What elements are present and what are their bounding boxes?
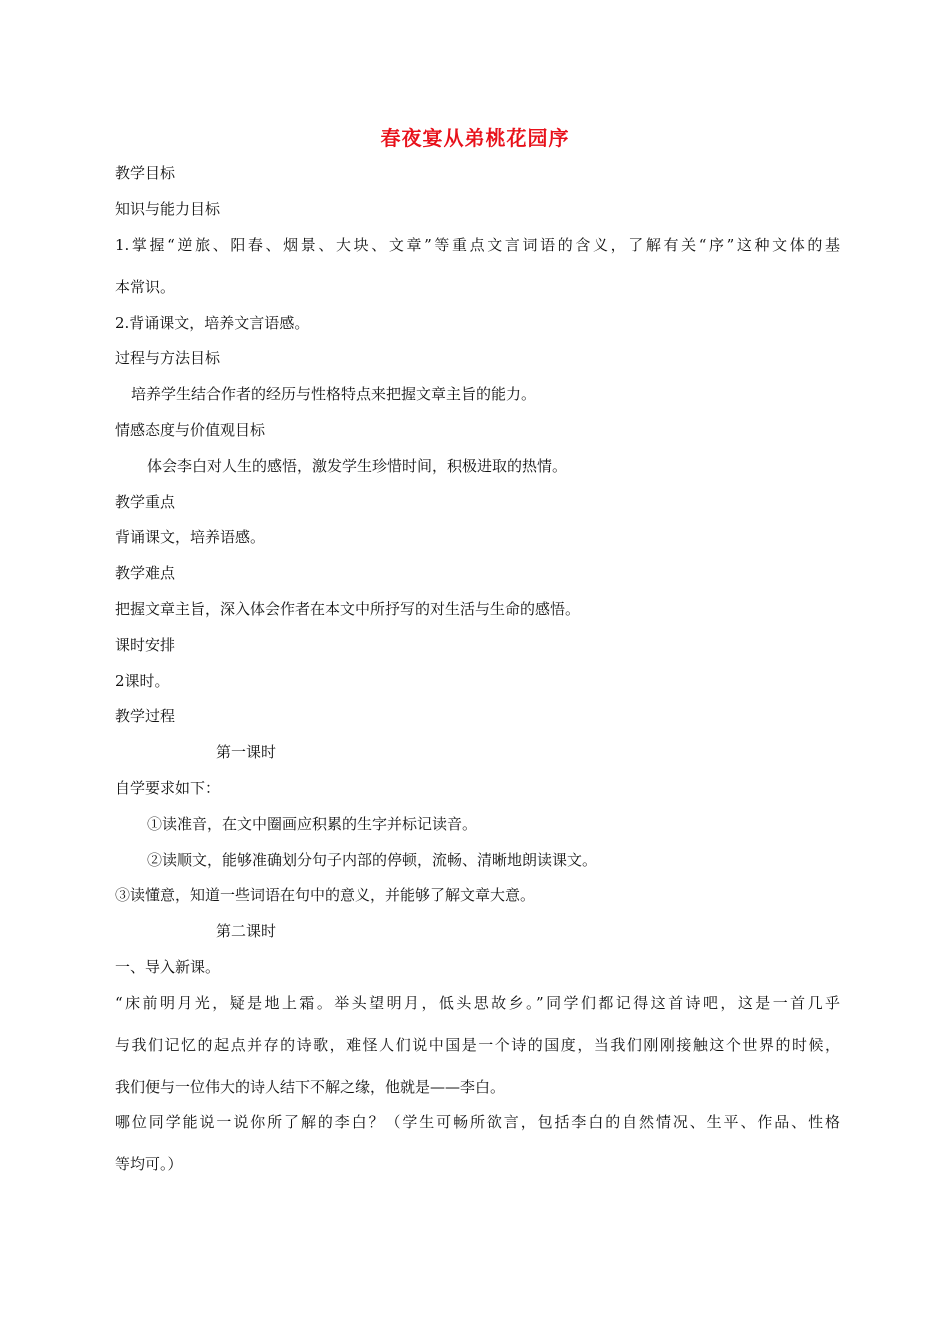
heading-lesson-one: 第一课时 — [216, 743, 277, 761]
heading-emotion-goals: 情感态度与价值观目标 — [115, 421, 266, 439]
paragraph-line: 我们便与一位伟大的诗人结下不解之缘，他就是——李白。 — [115, 1078, 506, 1096]
paragraph-line: “床前明月光，疑是地上霜。举头望明月，低头思故乡。”同学们都记得这首诗吧，这是一首几乎 — [115, 994, 840, 1012]
paragraph-line: 背诵课文，培养语感。 — [115, 528, 266, 546]
paragraph-line: 培养学生结合作者的经历与性格特点来把握文章主旨的能力。 — [131, 385, 537, 403]
heading-lesson-two: 第二课时 — [216, 922, 277, 940]
paragraph-line: 体会李白对人生的感悟，激发学生珍惜时间，积极进取的热情。 — [147, 457, 568, 475]
paragraph-line: 哪位同学能说一说你所了解的李白？（学生可畅所欲言，包括李白的自然情况、生平、作品、性格 — [115, 1113, 840, 1131]
paragraph-line: 1.掌握“逆旅、阳春、烟景、大块、文章”等重点文言词语的含义，了解有关“序”这种文体的基 — [115, 236, 840, 254]
paragraph-line: 自学要求如下： — [115, 779, 221, 797]
paragraph-line: 2课时。 — [115, 672, 170, 690]
heading-process-goals: 过程与方法目标 — [115, 349, 221, 367]
list-item: ③读懂意，知道一些词语在句中的意义，并能够了解文章大意。 — [115, 886, 536, 904]
paragraph-line: 2.背诵课文，培养文言语感。 — [115, 314, 310, 332]
list-item: ①读准音，在文中圈画应积累的生字并标记读音。 — [147, 815, 478, 833]
heading-teaching-goals: 教学目标 — [115, 164, 176, 182]
heading-difficulties: 教学难点 — [115, 564, 176, 582]
heading-schedule: 课时安排 — [115, 636, 176, 654]
heading-intro: 一、导入新课。 — [115, 958, 221, 976]
heading-key-points: 教学重点 — [115, 493, 176, 511]
paragraph-line: 等均可。） — [115, 1155, 183, 1173]
heading-teaching-process: 教学过程 — [115, 707, 176, 725]
list-item: ②读顺文，能够准确划分句子内部的停顿，流畅、清晰地朗读课文。 — [147, 851, 598, 869]
paragraph-line: 本常识。 — [115, 278, 176, 296]
paragraph-line: 把握文章主旨，深入体会作者在本文中所抒写的对生活与生命的感悟。 — [115, 600, 581, 618]
document-title: 春夜宴从弟桃花园序 — [380, 126, 570, 150]
heading-knowledge-goals: 知识与能力目标 — [115, 200, 221, 218]
paragraph-line: 与我们记忆的起点并存的诗歌，难怪人们说中国是一个诗的国度，当我们刚刚接触这个世界的时候， — [115, 1036, 840, 1054]
